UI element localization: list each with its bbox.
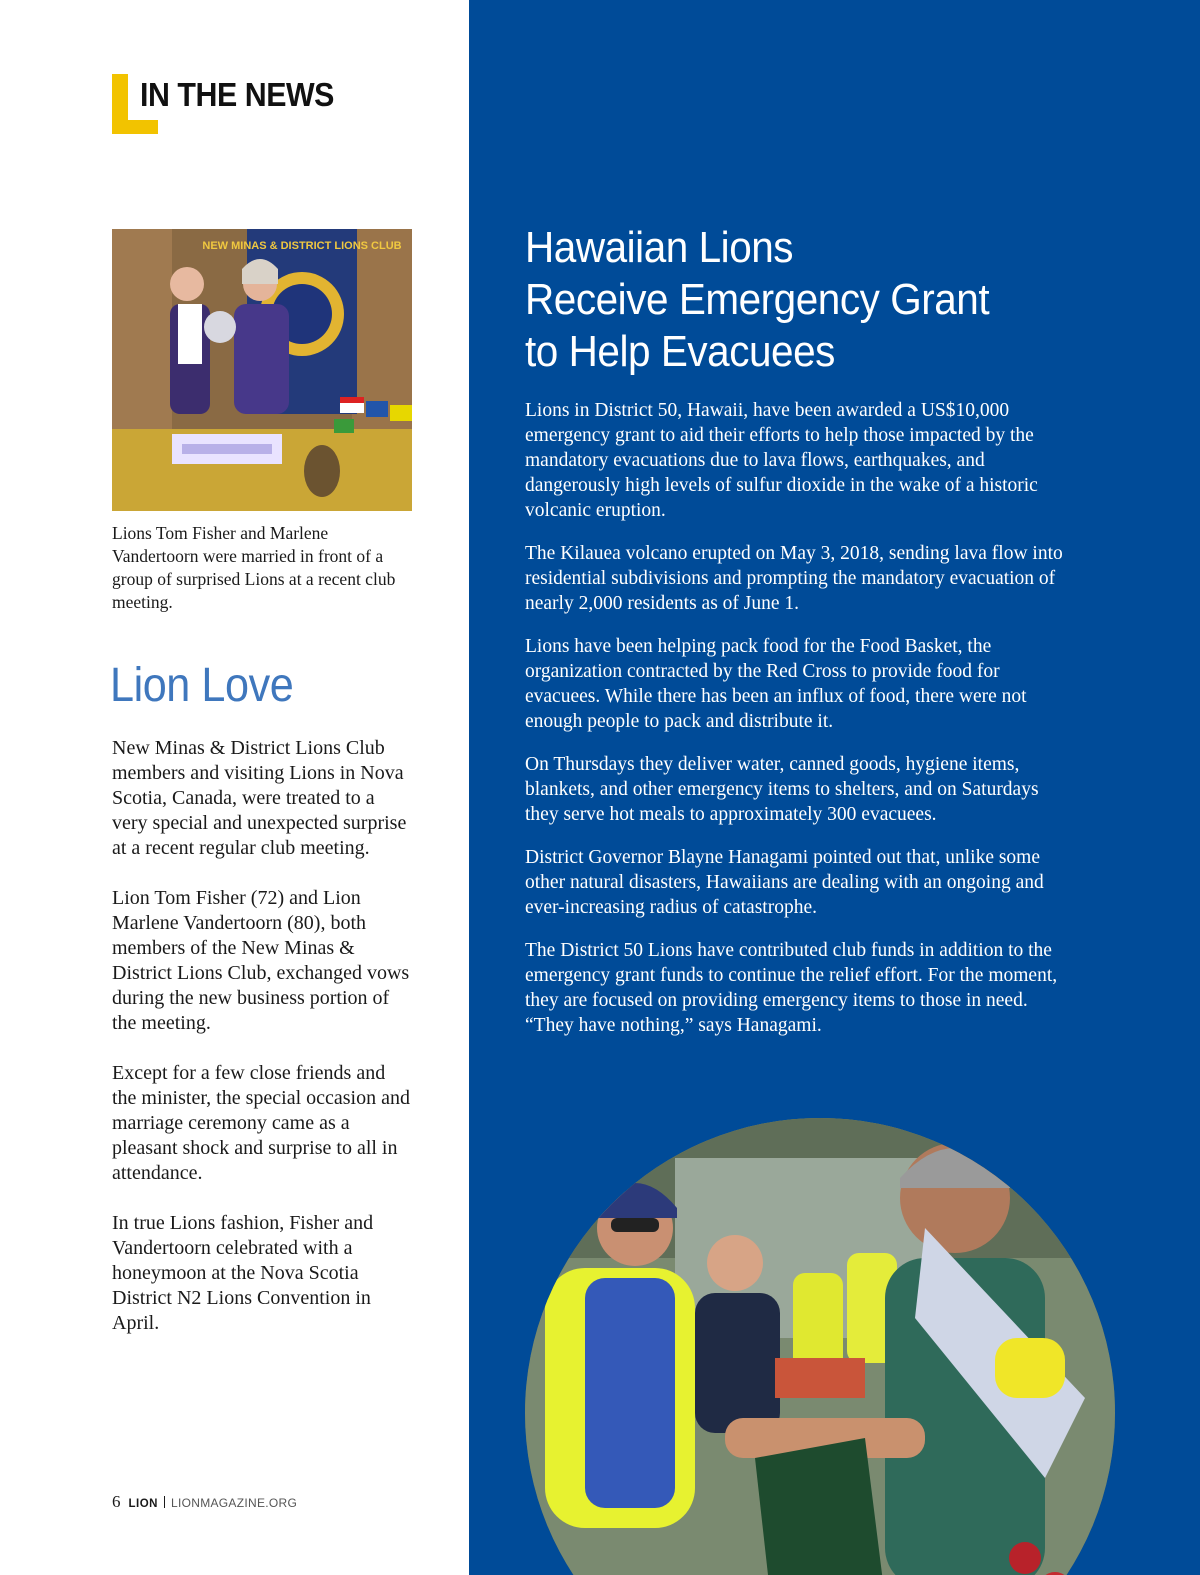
paragraph: The Kilauea volcano erupted on May 3, 2018, sending lava flow into residential subdivisions and prompting the mandatory evacuation of nearly 2,000 residents as of June 1. <box>525 543 1063 614</box>
paragraph: On Thursdays they deliver water, canned goods, hygiene items, blankets, and other emergency items to shelters, and on Saturdays they serve hot meals to approximately 300 evacuees. <box>525 754 1039 825</box>
paragraph: Except for a few close friends and the minister, the special occasion and marriage ceremony came as a pleasant shock and surprise to all in attendance. <box>112 1062 410 1184</box>
magazine-name: LION <box>128 1498 158 1510</box>
banner-text: NEW MINAS & DISTRICT LIONS CLUB <box>202 240 402 252</box>
paragraph: The District 50 Lions have contributed club funds in addition to the emergency grant funds to continue the relief effort. For the moment, they are focused on providing emergency items to those in need. “They have nothing,” says Hanagami. <box>525 940 1058 1036</box>
paragraph: District Governor Blayne Hanagami pointed out that, unlike some other natural disasters, Hawaiians are dealing with an ongoing and ever-increasing radius of catastrophe. <box>525 847 1044 918</box>
article-headline: Lion Love <box>110 659 294 712</box>
article-headline <box>525 222 1114 378</box>
paragraph: Lions in District 50, Hawaii, have been awarded a US$10,000 emergency grant to aid their efforts to help those impacted by the mandatory evacuations due to lava flows, earthquakes, and dangerously high levels of sulfur dioxide in the wake of a historic volcanic eruption. <box>525 400 1038 521</box>
page-number: 6 <box>112 1492 121 1511</box>
footer-divider <box>164 1496 165 1508</box>
article-body <box>525 398 1065 1056</box>
evacuees-photo <box>525 1118 1115 1575</box>
right-column <box>469 0 1200 1575</box>
headline-line: Receive Emergency Grant <box>525 275 990 324</box>
section-title: IN THE NEWS <box>140 76 334 113</box>
article-body <box>112 736 412 1361</box>
headline-line: to Help Evacuees <box>525 327 835 376</box>
page-footer <box>112 1492 297 1512</box>
headline-line: Hawaiian Lions <box>525 223 794 272</box>
photo-caption: Lions Tom Fisher and Marlene Vandertoorn were married in front of a group of surprised Lions at a recent club meeting. <box>112 523 396 612</box>
magazine-url: LIONMAGAZINE.ORG <box>170 1496 298 1510</box>
paragraph: New Minas & District Lions Club members and visiting Lions in Nova Scotia, Canada, were treated to a very special and unexpected surprise at a recent regular club meeting. <box>112 737 407 859</box>
wedding-photo <box>112 229 412 511</box>
paragraph: Lions have been helping pack food for the Food Basket, the organization contracted by the Red Cross to provide food for evacuees. While there has been an influx of food, there were not enough people to pack and distribute it. <box>525 636 1027 732</box>
paragraph: Lion Tom Fisher (72) and Lion Marlene Vandertoorn (80), both members of the New Minas & District Lions Club, exchanged vows during the new business portion of the meeting. <box>112 887 410 1034</box>
paragraph: In true Lions fashion, Fisher and Vandertoorn celebrated with a honeymoon at the Nova Scotia District N2 Lions Convention in April. <box>112 1212 374 1334</box>
left-column <box>0 0 469 1575</box>
